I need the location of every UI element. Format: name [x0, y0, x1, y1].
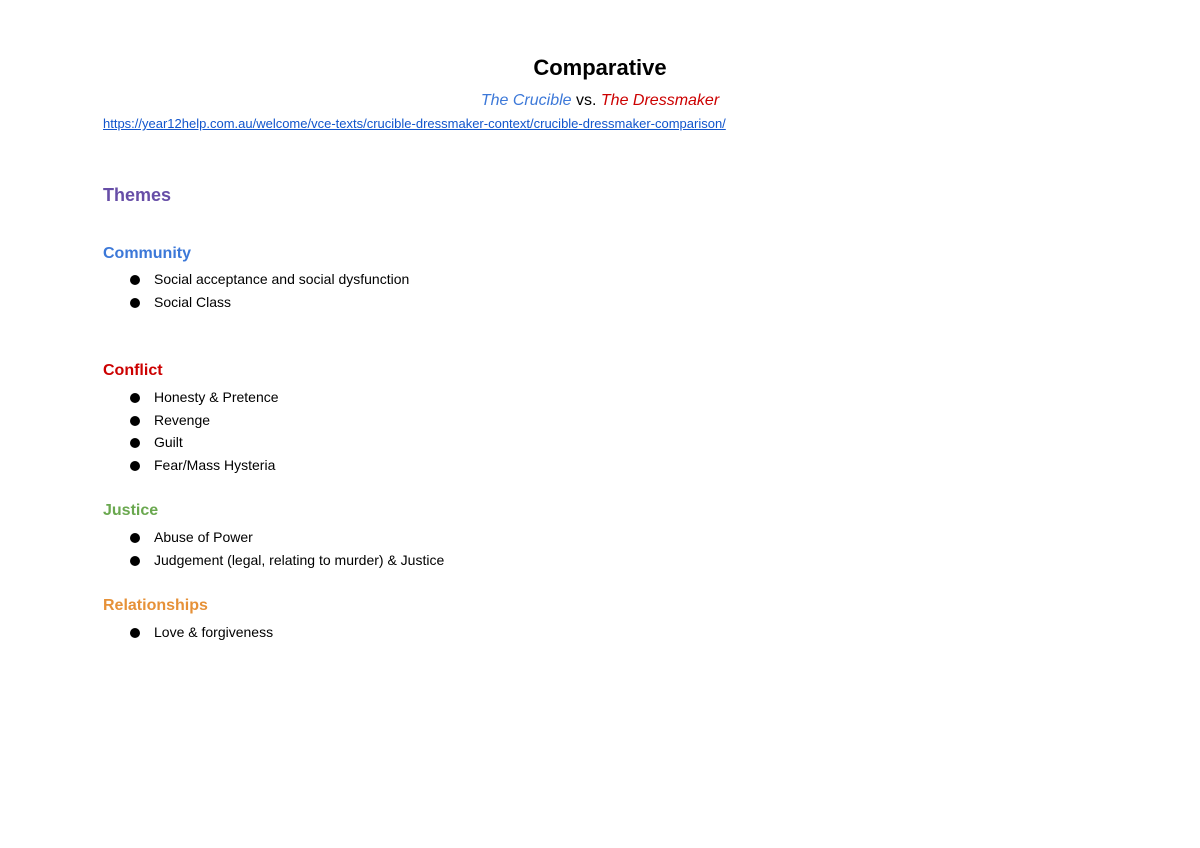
- theme-list-justice: [128, 526, 444, 571]
- list-item: [128, 386, 279, 409]
- subtitle: [0, 90, 1200, 112]
- theme-heading-conflict: Conflict: [103, 362, 163, 379]
- theme-heading-relationships: Relationships: [103, 597, 208, 614]
- bullet-icon: [130, 416, 140, 426]
- bullet-icon: [130, 393, 140, 403]
- text-title-crucible: The Crucible: [480, 92, 572, 109]
- text-title-dressmaker: The Dressmaker: [600, 92, 720, 109]
- list-item: [128, 526, 444, 549]
- list-item-text: Judgement (legal, relating to murder) & Justice: [154, 551, 445, 568]
- list-item: [128, 409, 279, 432]
- theme-list-community: [128, 268, 409, 313]
- versus-label: vs.: [576, 92, 597, 109]
- bullet-icon: [130, 556, 140, 566]
- list-item: [128, 268, 409, 291]
- list-item-text: Abuse of Power: [154, 529, 253, 545]
- theme-heading-community: Community: [103, 245, 191, 262]
- list-item-text: Fear/Mass Hysteria: [154, 457, 276, 474]
- bullet-icon: [130, 628, 140, 638]
- page-title: Comparative: [533, 55, 667, 80]
- list-item: [128, 454, 279, 477]
- theme-list-conflict: [128, 386, 279, 477]
- list-item-text: Honesty & Pretence: [154, 389, 279, 405]
- list-item-text: Social Class: [154, 293, 232, 310]
- theme-heading-justice: Justice: [103, 502, 159, 519]
- bullet-icon: [130, 438, 140, 448]
- list-item: [128, 291, 409, 314]
- source-link[interactable]: https://year12help.com.au/welcome/vce-texts/crucible-dressmaker-context/crucible-dressmaker-comparison/: [103, 116, 726, 131]
- list-item: [128, 621, 273, 644]
- bullet-icon: [130, 533, 140, 543]
- list-item-text: Love & forgiveness: [154, 624, 274, 640]
- bullet-icon: [130, 298, 140, 308]
- bullet-icon: [130, 275, 140, 285]
- bullet-icon: [130, 461, 140, 471]
- list-item: [128, 431, 279, 454]
- list-item: [128, 549, 444, 572]
- themes-heading: Themes: [103, 185, 172, 205]
- list-item-text: Revenge: [154, 411, 211, 428]
- list-item-text: Guilt: [154, 434, 183, 451]
- list-item-text: Social acceptance and social dysfunction: [154, 271, 410, 287]
- theme-list-relationships: [128, 621, 273, 644]
